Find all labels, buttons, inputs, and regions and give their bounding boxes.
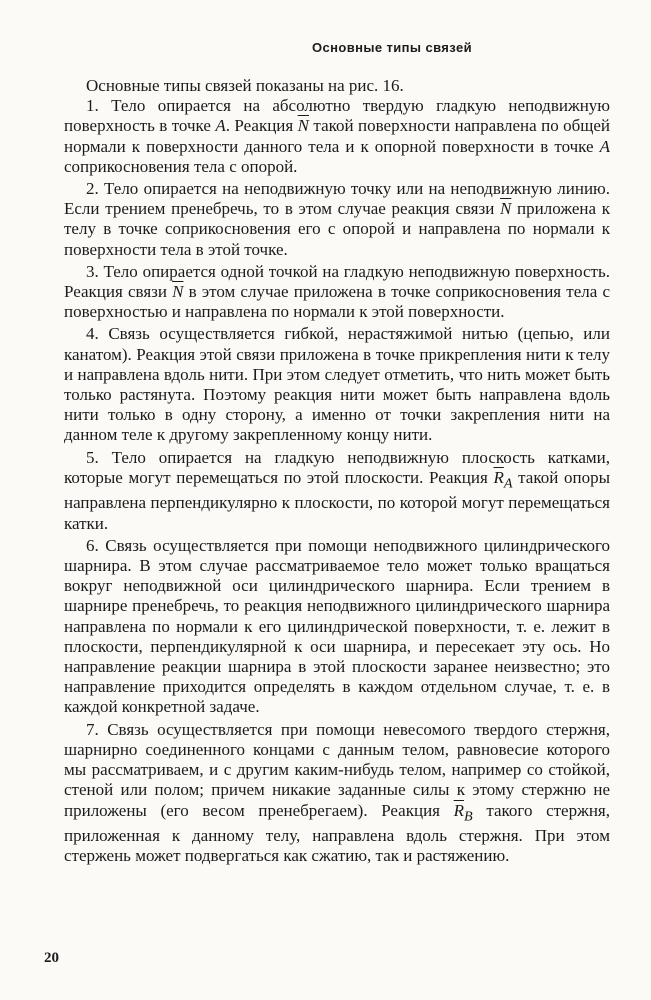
book-page: [64, 40, 610, 869]
paragraph-2-text-a: 2. Тело опирается на неподвижную точку или на неподвижную линию. Если трением пренебречь, то в этом случае реакция связи: [64, 179, 610, 219]
paragraph-5: [64, 448, 610, 534]
paragraph-7-text-b: такого стержня, приложенная к данному телу, направлена вдоль стержня. При этом стержень может подвергаться как сжатию, так и растяжению.: [64, 800, 611, 866]
paragraph-1-text-b: . Реакция: [225, 116, 298, 136]
paragraph-1-text-d: соприкосновения тела с опорой.: [64, 156, 298, 176]
reaction-n-symbol: $\overline{N}$: [297, 116, 309, 136]
reaction-n-symbol: $\overline{N}$: [172, 282, 184, 302]
paragraph-2: [64, 179, 610, 260]
paragraph-1: [64, 96, 610, 177]
paragraph-4: 4. Связь осуществляется гибкой, нерастяжимой нитью (цепью, или канатом). Реакция этой связи приложена в точке прикрепления нити к телу и направлена вдоль нити. При этом следует отметить, что нить может быть только растянута. Поэтому реакция нити может быть направлена вдоль нити только в одну сторону, а именно от точки закрепления нити на данном теле к другому закрепленному концу нити.: [64, 324, 610, 445]
paragraph-5-text-b: такой опоры направлена перпендикулярно к плоскости, по которой могут перемещаться катки.: [64, 467, 610, 533]
paragraph-7: [64, 720, 610, 867]
point-a-symbol: A: [215, 116, 226, 136]
point-a-symbol-2: A: [599, 136, 610, 156]
paragraph-1-text-a: 1. Тело опирается на абсолютно твердую гладкую неподвижную поверхность в точке: [64, 96, 610, 136]
reaction-ra-symbol: $\overline{R}$: [493, 467, 504, 487]
paragraph-3-text-a: 3. Тело опирается одной точкой на гладкую неподвижную поверхность. Реакция связи: [64, 261, 610, 302]
paragraph-3-text-b: в этом случае приложена в точке соприкосновения тела с поверхностью и направлена по нормали к этой поверхности.: [64, 282, 610, 322]
running-title: Основные типы связей: [312, 40, 472, 55]
paragraph-7-text-a: 7. Связь осуществляется при помощи невесомого твердого стержня, шарнирно соединенного концами с данным телом, равновесие которого мы рассматриваем, и с другим каким-нибудь телом, например со стойкой, стеной или полом; причем никакие заданные силы к этому стержню не приложены (его весом пренебрегаем). Реакция: [64, 719, 610, 820]
paragraph-6: 6. Связь осуществляется при помощи неподвижного цилиндрического шарнира. В этом случае рассматриваемое тело может только вращаться вокруг неподвижной оси цилиндрического шарнира. Если трением в шарнире пренебречь, то реакция неподвижного цилиндрического шарнира направлена по нормали к его цилиндрической поверхности, т. е. лежит в плоскости, перпендикулярной к оси шарнира, и пересекает эту ось. Но направление реакции шарнира в этой плоскости заранее неизвестно; это направление приходится определять в каждом отдельном случае, т. е. в каждой конкретной задаче.: [64, 535, 610, 717]
paragraph-1-text-c: такой поверхности направлена по общей нормали к поверхности данного тела и к опорной поверхности в точке: [64, 116, 611, 156]
reaction-ra-subscript: A: [503, 475, 513, 492]
reaction-rb-symbol: $\overline{R}$: [453, 800, 465, 820]
paragraph-3: [64, 262, 610, 323]
reaction-rb-subscript: B: [464, 807, 473, 824]
paragraph-2-text-b: приложена к телу в точке соприкосновения его с опорой и направлена по нормали к поверхности тела в этой точке.: [64, 199, 610, 259]
reaction-n-symbol: $\overline{N}$: [500, 199, 512, 219]
paragraph-5-text-a: 5. Тело опирается на гладкую неподвижную плоскость катками, которые могут перемещаться по этой плоскости. Реакция: [64, 447, 610, 487]
intro-paragraph: Основные типы связей показаны на рис. 16.: [86, 76, 404, 95]
body-text: [64, 76, 610, 867]
page-number: 20: [44, 950, 59, 966]
